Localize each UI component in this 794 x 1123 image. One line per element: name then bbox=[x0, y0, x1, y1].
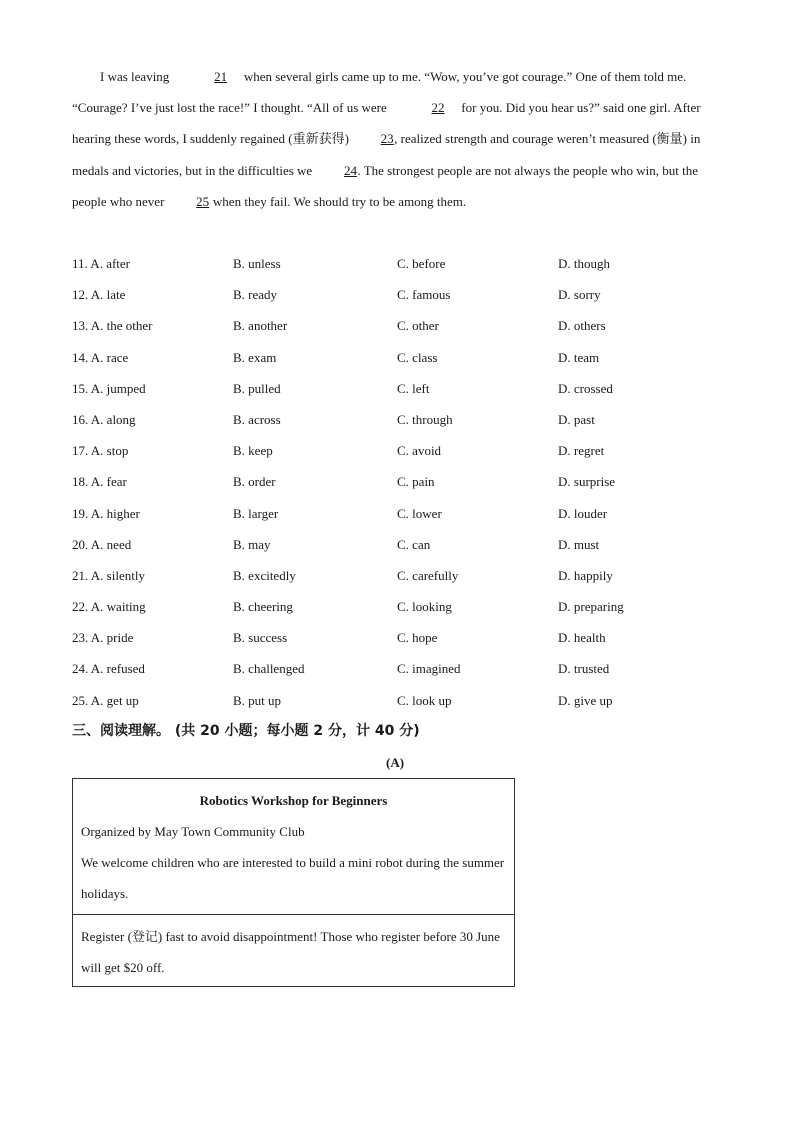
workshop-notice bbox=[72, 778, 515, 987]
option-a: 18. A. fear bbox=[72, 474, 127, 490]
option-b: B. another bbox=[233, 318, 288, 334]
option-b: B. success bbox=[233, 630, 288, 646]
option-b: B. across bbox=[233, 411, 281, 427]
option-c: C. carefully bbox=[397, 567, 459, 583]
option-d: D. surprise bbox=[558, 474, 616, 490]
option-d: D. trusted bbox=[558, 661, 610, 677]
question-20 bbox=[72, 529, 722, 560]
question-21 bbox=[72, 560, 722, 591]
option-d: D. louder bbox=[558, 505, 608, 521]
option-b: B. ready bbox=[233, 287, 278, 303]
option-a: 25. A. get up bbox=[72, 692, 139, 708]
option-d: D. past bbox=[558, 411, 595, 427]
notice-title: Robotics Workshop for Beginners bbox=[199, 793, 388, 808]
blank-21: 21 bbox=[214, 69, 228, 84]
passage-text: when they fail. We should try to be among them. bbox=[209, 193, 467, 209]
option-c: C. avoid bbox=[397, 443, 442, 459]
option-b: B. may bbox=[233, 536, 271, 552]
question-25 bbox=[72, 685, 722, 716]
option-a: 15. A. jumped bbox=[72, 380, 146, 396]
passage-text: . The strongest people are not always the people who win, but the people who never bbox=[72, 162, 699, 209]
passage-text: for you. Did you hear us?” said one girl. After hearing these words, I suddenly regained (重新获得) bbox=[72, 100, 701, 147]
passage-text: I was leaving bbox=[100, 69, 173, 84]
option-d: D. give up bbox=[558, 692, 613, 708]
question-15 bbox=[72, 373, 722, 404]
option-c: C. look up bbox=[397, 692, 452, 708]
blank-24: 24 bbox=[343, 162, 357, 178]
option-c: C. pain bbox=[397, 474, 435, 490]
option-d: D. crossed bbox=[558, 380, 613, 396]
option-a: 11. A. after bbox=[72, 256, 130, 271]
option-d: D. others bbox=[558, 318, 606, 334]
option-b: B. larger bbox=[233, 505, 279, 521]
option-a: 13. A. the other bbox=[72, 318, 153, 334]
option-a: 16. A. along bbox=[72, 411, 136, 427]
blank-25: 25 bbox=[196, 193, 210, 209]
option-d: D. regret bbox=[558, 443, 605, 459]
passage-paragraph bbox=[72, 61, 724, 217]
option-b: B. exam bbox=[233, 349, 277, 365]
blank-22: 22 bbox=[431, 100, 445, 116]
option-b: B. keep bbox=[233, 443, 273, 459]
question-14 bbox=[72, 342, 722, 373]
passage-label: (A) bbox=[386, 755, 405, 770]
passage-text: when several girls came up to me. “Wow, you’ve got courage.” One of them told me. “Courage? I’ve just lost the race!” I thought. “All of us were bbox=[72, 69, 687, 116]
question-19 bbox=[72, 498, 722, 529]
question-24 bbox=[72, 653, 722, 684]
question-11 bbox=[72, 248, 722, 279]
option-b: B. unless bbox=[233, 256, 281, 271]
notice-header-section bbox=[73, 779, 514, 915]
option-d: D. health bbox=[558, 630, 606, 646]
option-d: D. though bbox=[558, 256, 610, 271]
cloze-passage bbox=[72, 61, 724, 217]
option-b: B. excitedly bbox=[233, 567, 296, 583]
option-a: 22. A. waiting bbox=[72, 599, 146, 615]
option-c: C. looking bbox=[397, 599, 452, 615]
option-b: B. challenged bbox=[233, 661, 305, 677]
passage-text: , realized strength and courage weren’t measured (衡量) in medals and victories, but in the difficulties we bbox=[72, 131, 701, 178]
option-c: C. other bbox=[397, 318, 439, 334]
option-b: B. order bbox=[233, 474, 276, 490]
notice-organizer: Organized by May Town Community Club bbox=[81, 824, 305, 839]
option-c: C. famous bbox=[397, 287, 451, 303]
option-c: C. before bbox=[397, 256, 446, 271]
question-13 bbox=[72, 310, 722, 341]
option-c: C. left bbox=[397, 380, 430, 396]
option-c: C. can bbox=[397, 536, 431, 552]
option-a: 14. A. race bbox=[72, 349, 129, 365]
answer-options bbox=[72, 248, 722, 716]
option-c: C. imagined bbox=[397, 661, 461, 677]
question-18 bbox=[72, 466, 722, 497]
option-a: 12. A. late bbox=[72, 287, 126, 303]
option-a: 19. A. higher bbox=[72, 505, 140, 521]
option-a: 24. A. refused bbox=[72, 661, 145, 677]
question-16 bbox=[72, 404, 722, 435]
section-title: 三、阅读理解。 (共 20 小题；每小题 2 分，计 40 分) bbox=[72, 723, 420, 739]
option-d: D. sorry bbox=[558, 287, 601, 303]
option-b: B. put up bbox=[233, 692, 282, 708]
option-a: 20. A. need bbox=[72, 536, 132, 552]
option-c: C. lower bbox=[397, 505, 442, 521]
option-d: D. happily bbox=[558, 567, 613, 583]
option-b: B. cheering bbox=[233, 599, 293, 615]
option-b: B. pulled bbox=[233, 380, 281, 396]
question-17 bbox=[72, 435, 722, 466]
question-12 bbox=[72, 279, 722, 310]
option-c: C. through bbox=[397, 411, 453, 427]
notice-welcome: We welcome children who are interested to build a mini robot during the summer holidays. bbox=[81, 855, 505, 901]
notice-register: Register (登记) fast to avoid disappointment! Those who register before 30 June will get $20 off. bbox=[81, 929, 500, 975]
option-a: 21. A. silently bbox=[72, 567, 145, 583]
option-d: D. must bbox=[558, 536, 600, 552]
option-a: 23. A. pride bbox=[72, 630, 134, 646]
option-c: C. class bbox=[397, 349, 438, 365]
question-22 bbox=[72, 591, 722, 622]
option-a: 17. A. stop bbox=[72, 443, 129, 459]
option-d: D. team bbox=[558, 349, 600, 365]
option-d: D. preparing bbox=[558, 599, 624, 615]
question-23 bbox=[72, 622, 722, 653]
option-c: C. hope bbox=[397, 630, 438, 646]
blank-23: 23 bbox=[380, 131, 394, 147]
